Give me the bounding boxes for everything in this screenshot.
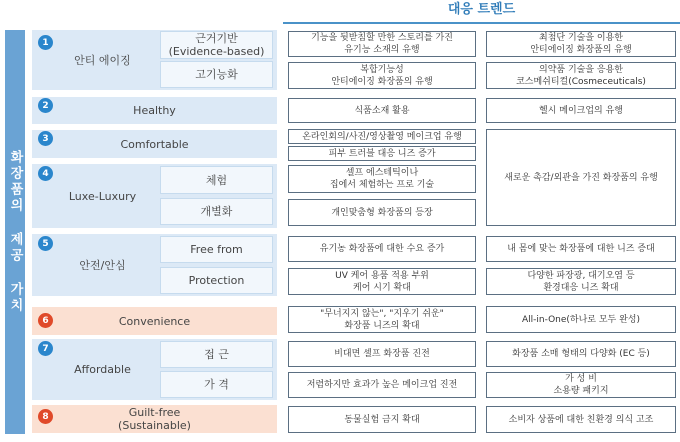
trend-left-8: 동물실험 금지 확대 <box>288 406 476 433</box>
subcat-personalization: 개별화 <box>160 198 273 225</box>
trend-left-1a: 기능을 뒷받침할 만한 스토리를 가진 유기능 소재의 유행 <box>288 31 476 57</box>
subcat-experience: 체험 <box>160 166 273 194</box>
subcat-free-from: Free from <box>160 236 273 263</box>
trend-left-4a: 셀프 에스테틱이나 집에서 체험하는 프로 기술 <box>288 165 476 193</box>
side-label-text: 화장품의 제공 가치 <box>7 150 23 314</box>
trend-right-1b: 의약품 기술을 응용한 코스메쉬티컬(Cosmeceuticals) <box>486 62 676 89</box>
subcat-evidence-based: 근거기반 (Evidence-based) <box>160 31 273 59</box>
trend-right-2: 헬시 메이크업의 유행 <box>486 98 676 123</box>
trend-left-7a: 비대면 셀프 화장품 진전 <box>288 341 476 367</box>
badge-3: 3 <box>38 131 53 146</box>
trend-right-3-4: 새로운 촉감/외관을 가진 화장품의 유행 <box>486 129 676 226</box>
category-3-label: Comfortable <box>32 130 277 158</box>
badge-2: 2 <box>38 98 53 113</box>
category-7-label: Affordable <box>74 363 131 376</box>
trend-left-5a: 유기농 화장품에 대한 수요 증가 <box>288 236 476 262</box>
subcat-price: 가 격 <box>160 371 273 398</box>
trend-left-4b: 개인맞춤형 화장품의 등장 <box>288 199 476 226</box>
category-6-label: Convenience <box>32 307 277 335</box>
category-4-label: Luxe-Luxury <box>68 189 137 203</box>
trend-right-1a: 최첨단 기술을 이용한 안티에이징 화장품의 유행 <box>486 31 676 57</box>
badge-5: 5 <box>38 236 53 251</box>
trend-left-6: "무너지지 않는", "지우기 쉬운" 화장품 니즈의 확대 <box>288 306 476 333</box>
trend-right-5b: 다양한 파장광, 대기오염 등 환경대응 니즈 확대 <box>486 268 676 295</box>
category-5-label: 안전/안심 <box>79 258 126 272</box>
trend-right-7b: 가 성 비 소용량 패키지 <box>486 372 676 398</box>
trend-left-3b: 피부 트러블 대응 니즈 증가 <box>288 146 476 161</box>
trend-right-7a: 화장품 소매 형태의 다양화 (EC 등) <box>486 341 676 367</box>
badge-1: 1 <box>38 35 53 50</box>
trend-right-5a: 내 몸에 맞는 화장품에 대한 니즈 증대 <box>486 236 676 262</box>
category-1-label: 안티 에이징 <box>74 53 131 67</box>
subcat-access: 접 근 <box>160 341 273 368</box>
trend-left-3a: 온라인회의/사진/영상촬영 메이크업 유행 <box>288 129 476 144</box>
subcat-protection: Protection <box>160 267 273 294</box>
category-2-label: Healthy <box>32 97 277 124</box>
badge-7: 7 <box>38 341 53 356</box>
header-underline <box>283 22 680 24</box>
trend-right-8: 소비자 상품에 대한 친환경 의식 고조 <box>486 406 676 433</box>
trend-left-7b: 저렴하지만 효과가 높은 메이크업 진전 <box>288 372 476 398</box>
category-8-label: Guilt-free (Sustainable) <box>32 405 277 433</box>
badge-4: 4 <box>38 166 53 181</box>
badge-6: 6 <box>38 313 53 328</box>
trend-header: 대응 트렌드 <box>447 2 516 17</box>
trend-left-5b: UV 케어 용품 적용 부위 케어 시기 확대 <box>288 268 476 295</box>
trend-left-1b: 복합기능성 안티에이징 화장품의 유행 <box>288 62 476 89</box>
badge-8: 8 <box>38 409 53 424</box>
trend-left-2: 식품소재 활용 <box>288 98 476 123</box>
side-label <box>5 30 25 434</box>
subcat-high-function: 고기능화 <box>160 61 273 88</box>
trend-right-6: All-in-One(하나로 모두 완성) <box>486 306 676 333</box>
